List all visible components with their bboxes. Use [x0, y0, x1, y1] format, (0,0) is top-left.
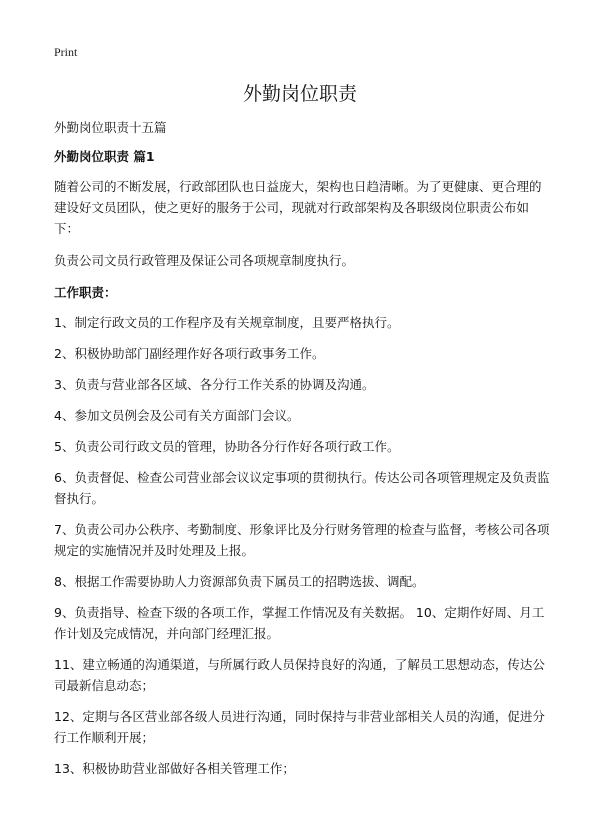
duty-item: 5、负责公司行政文员的管理，协助各分行作好各项行政工作。 [54, 439, 400, 454]
document-body [54, 117, 552, 789]
document-title: 外勤岗位职责 [242, 83, 357, 105]
duty-item: 8、根据工作需要协助人力资源部负责下属员工的招聘选拔、调配。 [54, 574, 425, 589]
duty-item: 9、负责指导、检查下级的各项工作，掌握工作情况及有关数据。 10、定期作好周、月工作计划及完成情况，并向部门经理汇报。 [54, 605, 545, 641]
duty-item: 6、负责督促、检查公司营业部会议议定事项的贯彻执行。传达公司各项管理规定及负责监督执行。 [54, 470, 550, 506]
duty-item: 4、参加文员例会及公司有关方面部门会议。 [54, 408, 300, 423]
duties-list [54, 312, 552, 779]
duty-item: 13、积极协助营业部做好各相关管理工作； [54, 761, 295, 776]
duty-item: 1、制定行政文员的工作程序及有关规章制度，且要严格执行。 [54, 315, 400, 330]
duty-item: 11、建立畅通的沟通渠道，与所属行政人员保持良好的沟通，了解员工思想动态，传达公司最新信息动态； [54, 657, 545, 693]
duty-item: 2、积极协助部门副经理作好各项行政事务工作。 [54, 346, 325, 361]
duty-item: 12、定期与各区营业部各级人员进行沟通，同时保持与非营业部相关人员的沟通，促进分行工作顺利开展； [54, 709, 545, 745]
print-label: Print [54, 45, 78, 59]
duties-heading: 工作职责： [54, 285, 117, 300]
duty-item: 3、负责与营业部各区域、各分行工作关系的协调及沟通。 [54, 377, 375, 392]
summary-paragraph: 负责公司文员行政管理及保证公司各项规章制度执行。 [54, 253, 355, 268]
section-heading: 外勤岗位职责 篇1 [54, 149, 155, 164]
intro-paragraph: 随着公司的不断发展，行政部团队也日益庞大，架构也日趋清晰。为了更健康、更合理的建设好文员团队，使之更好的服务于公司，现就对行政部架构及各职级岗位职责公布如下： [54, 179, 542, 236]
duty-item: 7、负责公司办公秩序、考勤制度、形象评比及分行财务管理的检查与监督，考核公司各项规定的实施情况并及时处理及上报。 [54, 522, 550, 558]
document-subtitle: 外勤岗位职责十五篇 [54, 120, 167, 135]
